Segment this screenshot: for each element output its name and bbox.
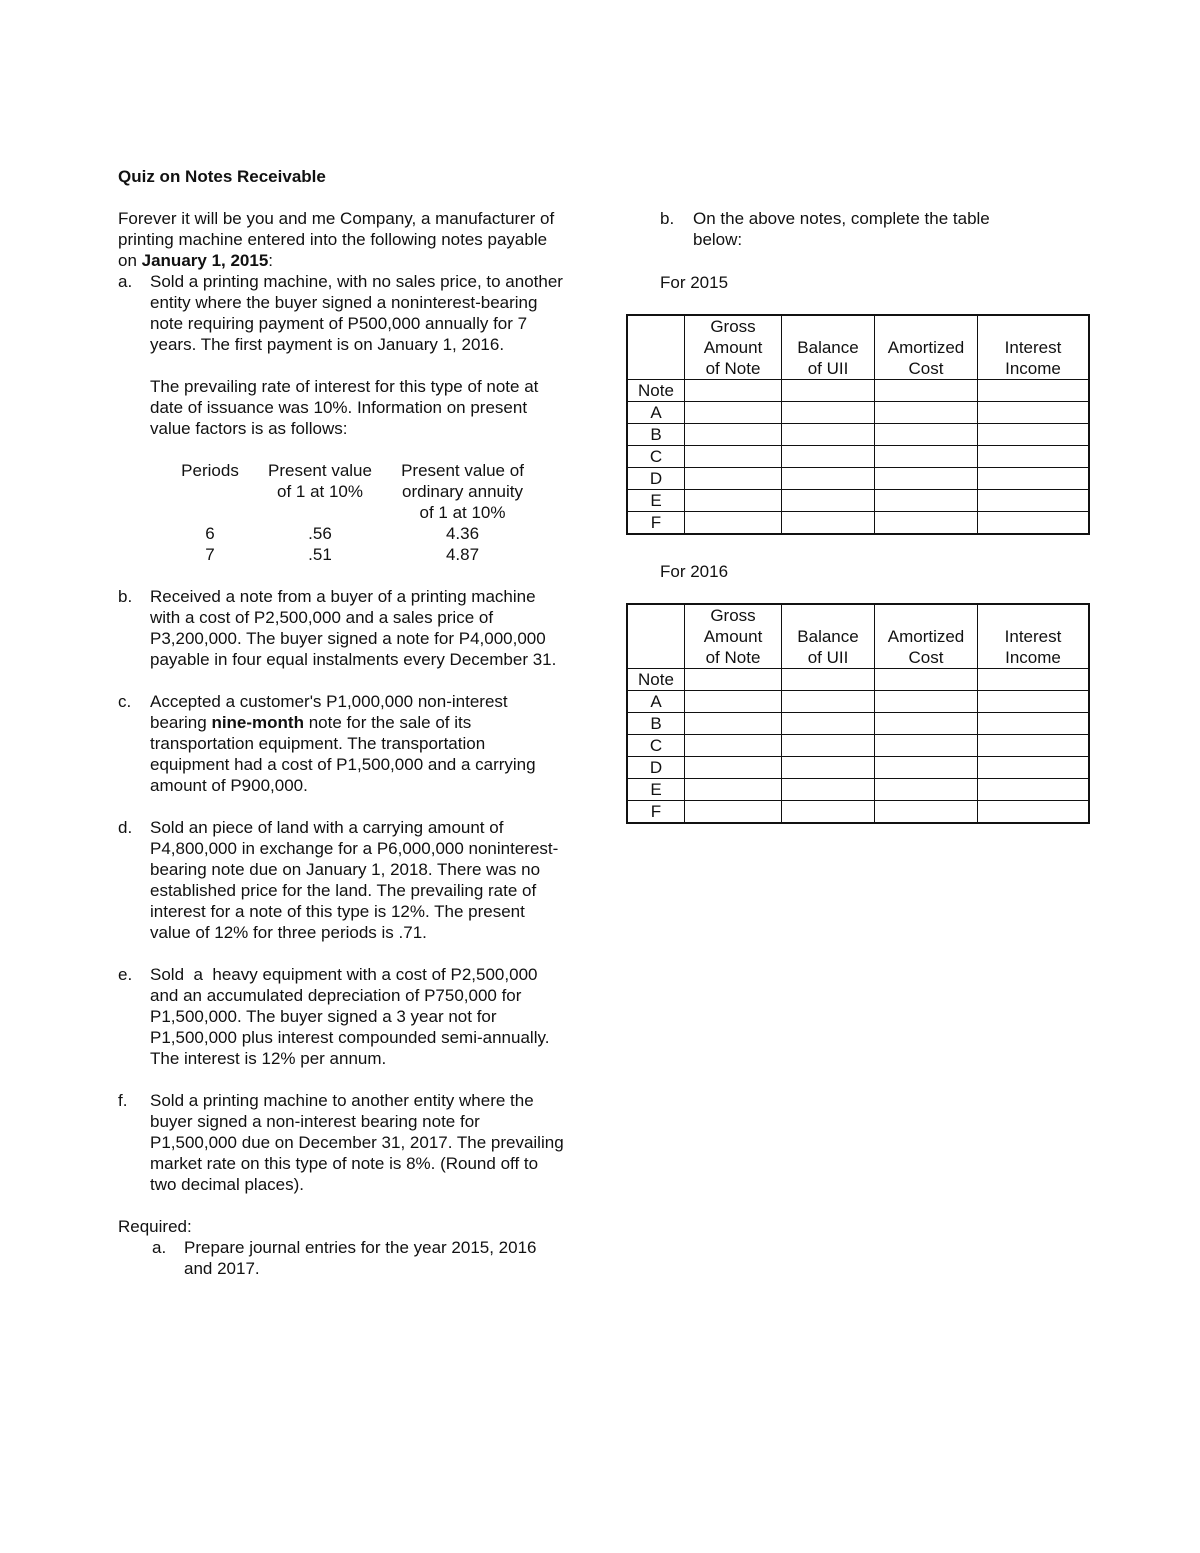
- answer-cell[interactable]: [978, 713, 1090, 735]
- pv-header-pv1: Present value of 1 at 10%: [268, 461, 372, 501]
- answer-cell[interactable]: [875, 691, 978, 713]
- pv-header-annuity: Present value of ordinary annuity of 1 at 10%: [401, 461, 524, 522]
- required-item-label: a.: [152, 1238, 167, 1257]
- answer-cell[interactable]: [685, 779, 782, 801]
- note-item-c: [118, 691, 568, 796]
- table-2015: [626, 314, 1090, 535]
- intro-text: Forever it will be you and me Company, a manufacturer of printing machine entered into the following notes payable on: [118, 209, 555, 270]
- item-text-end: note for the sale of its transportation equipment. The transportation equipment had a cost of P1,500,000 and a carrying amount of P900,000.: [150, 713, 536, 795]
- answer-cell[interactable]: [978, 468, 1090, 490]
- pv-cell: 6: [205, 524, 215, 543]
- answer-cell[interactable]: [782, 801, 875, 824]
- answer-cell[interactable]: [875, 446, 978, 468]
- right-column: [660, 208, 1100, 250]
- part-b-instruction: [660, 208, 1100, 250]
- note-item-b: [118, 586, 568, 670]
- answer-cell[interactable]: [978, 446, 1090, 468]
- answer-cell[interactable]: [782, 468, 875, 490]
- answer-cell[interactable]: [782, 402, 875, 424]
- table-row: [627, 735, 1089, 757]
- answer-cell[interactable]: [978, 801, 1090, 824]
- answer-cell[interactable]: [685, 735, 782, 757]
- table-row: [627, 380, 1089, 402]
- present-value-table: [150, 460, 545, 565]
- item-text-start: Accepted a customer's P1,000,000 non-interest bearing: [150, 692, 508, 732]
- part-b-text: On the above notes, complete the table below:: [693, 209, 990, 249]
- pv-row: [150, 544, 545, 565]
- pv-cell: .56: [308, 524, 332, 543]
- pv-cell: .51: [308, 545, 332, 564]
- required-item-text: Prepare journal entries for the year 2015, 2016 and 2017.: [184, 1238, 537, 1278]
- table-row: [627, 669, 1089, 691]
- answer-cell[interactable]: [782, 757, 875, 779]
- answer-cell[interactable]: [685, 490, 782, 512]
- table-row: [627, 757, 1089, 779]
- answer-cell[interactable]: [875, 402, 978, 424]
- table-2015-caption: For 2015: [660, 273, 729, 292]
- answer-cell[interactable]: [978, 735, 1090, 757]
- answer-cell[interactable]: [782, 380, 875, 402]
- pv-cell: 7: [205, 545, 215, 564]
- intro-paragraph: [118, 208, 568, 271]
- answer-cell[interactable]: [978, 380, 1090, 402]
- answer-cell[interactable]: [782, 691, 875, 713]
- item-text: [150, 691, 568, 796]
- column-header: Balance of UII: [782, 315, 875, 380]
- column-header: Amortized Cost: [875, 604, 978, 669]
- item-text: Sold a printing machine to another entity where the buyer signed a non-interest bearing note for P1,500,000 due on December 31, 2017. The prevailing market rate on this type of note is 8%. (Round off to two decimal places).: [150, 1091, 564, 1194]
- answer-cell[interactable]: [782, 779, 875, 801]
- page-title: Quiz on Notes Receivable: [118, 167, 326, 186]
- answer-cell[interactable]: [875, 801, 978, 824]
- intro-date: January 1, 2015: [141, 251, 269, 270]
- header-blank-cell: [627, 315, 685, 380]
- answer-cell[interactable]: [875, 490, 978, 512]
- table-row: [627, 779, 1089, 801]
- table-row: [627, 713, 1089, 735]
- required-item: [118, 1237, 568, 1279]
- answer-cell[interactable]: [978, 757, 1090, 779]
- row-label: F: [627, 512, 685, 535]
- table-2016-caption: For 2016: [660, 562, 729, 581]
- table-2016: [626, 603, 1090, 824]
- pv-header-periods: Periods: [181, 461, 239, 480]
- row-label: B: [627, 713, 685, 735]
- left-column: [118, 208, 568, 1279]
- answer-cell[interactable]: [782, 424, 875, 446]
- item-label: c.: [118, 692, 132, 711]
- answer-cell[interactable]: [875, 512, 978, 535]
- answer-cell[interactable]: [875, 779, 978, 801]
- column-header: Interest Income: [978, 604, 1090, 669]
- row-label: Note: [627, 669, 685, 691]
- answer-cell[interactable]: [685, 757, 782, 779]
- row-label: E: [627, 490, 685, 512]
- note-item-e: [118, 964, 568, 1069]
- answer-cell[interactable]: [875, 380, 978, 402]
- part-b-label: b.: [660, 209, 675, 228]
- answer-cell[interactable]: [875, 735, 978, 757]
- item-text: Received a note from a buyer of a printing machine with a cost of P2,500,000 and a sales price of P3,200,000. The buyer signed a note for P4,000,000 payable in four equal instalments every December 31.: [150, 587, 557, 669]
- item-text: Sold an piece of land with a carrying amount of P4,800,000 in exchange for a P6,000,000 noninterest-bearing note due on January 1, 2018. There was no established price for the land. The prevailing rate of interest for a note of this type is 12%. The present value of 12% for three periods is .71.: [150, 818, 559, 942]
- item-text-bold: nine-month: [211, 713, 304, 732]
- answer-cell[interactable]: [978, 512, 1090, 535]
- answer-cell[interactable]: [782, 713, 875, 735]
- answer-cell[interactable]: [685, 801, 782, 824]
- table-row: [627, 512, 1089, 535]
- item-label: b.: [118, 587, 133, 606]
- answer-cell[interactable]: [875, 424, 978, 446]
- row-label: A: [627, 402, 685, 424]
- item-label: d.: [118, 818, 133, 837]
- answer-cell[interactable]: [685, 691, 782, 713]
- row-label: D: [627, 468, 685, 490]
- pv-cell: 4.36: [445, 524, 480, 543]
- table-row: [627, 402, 1089, 424]
- table-row: [627, 691, 1089, 713]
- item-text-continued: The prevailing rate of interest for this type of note at date of issuance was 10%. Information on present value factors is as follows:: [150, 377, 539, 438]
- row-label: F: [627, 801, 685, 824]
- row-label: B: [627, 424, 685, 446]
- answer-cell[interactable]: [978, 669, 1090, 691]
- table-row: [627, 468, 1089, 490]
- answer-cell[interactable]: [685, 446, 782, 468]
- answer-cell[interactable]: [978, 402, 1090, 424]
- answer-cell[interactable]: [685, 669, 782, 691]
- item-text: Sold a heavy equipment with a cost of P2,500,000 and an accumulated depreciation of P750,000 for P1,500,000. The buyer signed a 3 year not for P1,500,000 plus interest compounded semi-annually. The interest is 12% per annum.: [150, 965, 559, 1068]
- column-header: Interest Income: [978, 315, 1090, 380]
- answer-cell[interactable]: [978, 490, 1090, 512]
- answer-cell[interactable]: [978, 424, 1090, 446]
- pv-row: [150, 523, 545, 544]
- answer-cell[interactable]: [685, 402, 782, 424]
- item-label: e.: [118, 965, 133, 984]
- note-item-d: [118, 817, 568, 943]
- intro-end: :: [268, 251, 274, 270]
- answer-cell[interactable]: [782, 512, 875, 535]
- row-label: C: [627, 735, 685, 757]
- header-blank-cell: [627, 604, 685, 669]
- table-row: [627, 801, 1089, 824]
- row-label: Note: [627, 380, 685, 402]
- answer-cell[interactable]: [685, 468, 782, 490]
- row-label: C: [627, 446, 685, 468]
- answer-cell[interactable]: [782, 446, 875, 468]
- answer-cell[interactable]: [978, 691, 1090, 713]
- answer-cell[interactable]: [685, 380, 782, 402]
- note-item-f: [118, 1090, 568, 1195]
- answer-cell[interactable]: [875, 713, 978, 735]
- answer-cell[interactable]: [782, 669, 875, 691]
- item-label: a.: [118, 272, 133, 291]
- item-text: Sold a printing machine, with no sales price, to another entity where the buyer signed a noninterest-bearing note requiring payment of P500,000 annually for 7 years. The first payment is on January 1, 2016.: [150, 272, 563, 354]
- answer-cell[interactable]: [782, 735, 875, 757]
- required-heading: Required:: [118, 1217, 192, 1236]
- answer-cell[interactable]: [978, 779, 1090, 801]
- column-header: Balance of UII: [782, 604, 875, 669]
- answer-cell[interactable]: [685, 512, 782, 535]
- pv-cell: 4.87: [445, 545, 480, 564]
- row-label: E: [627, 779, 685, 801]
- table-row: [627, 490, 1089, 512]
- row-label: A: [627, 691, 685, 713]
- table-row: [627, 424, 1089, 446]
- table-row: [627, 446, 1089, 468]
- answer-cell[interactable]: [875, 757, 978, 779]
- answer-cell[interactable]: [782, 490, 875, 512]
- column-header: Amortized Cost: [875, 315, 978, 380]
- answer-cell[interactable]: [685, 424, 782, 446]
- answer-cell[interactable]: [685, 713, 782, 735]
- item-label: f.: [118, 1091, 128, 1110]
- column-header: Gross Amount of Note: [685, 604, 782, 669]
- row-label: D: [627, 757, 685, 779]
- answer-cell[interactable]: [875, 669, 978, 691]
- note-item-a: [118, 271, 568, 565]
- column-header: Gross Amount of Note: [685, 315, 782, 380]
- answer-cell[interactable]: [875, 468, 978, 490]
